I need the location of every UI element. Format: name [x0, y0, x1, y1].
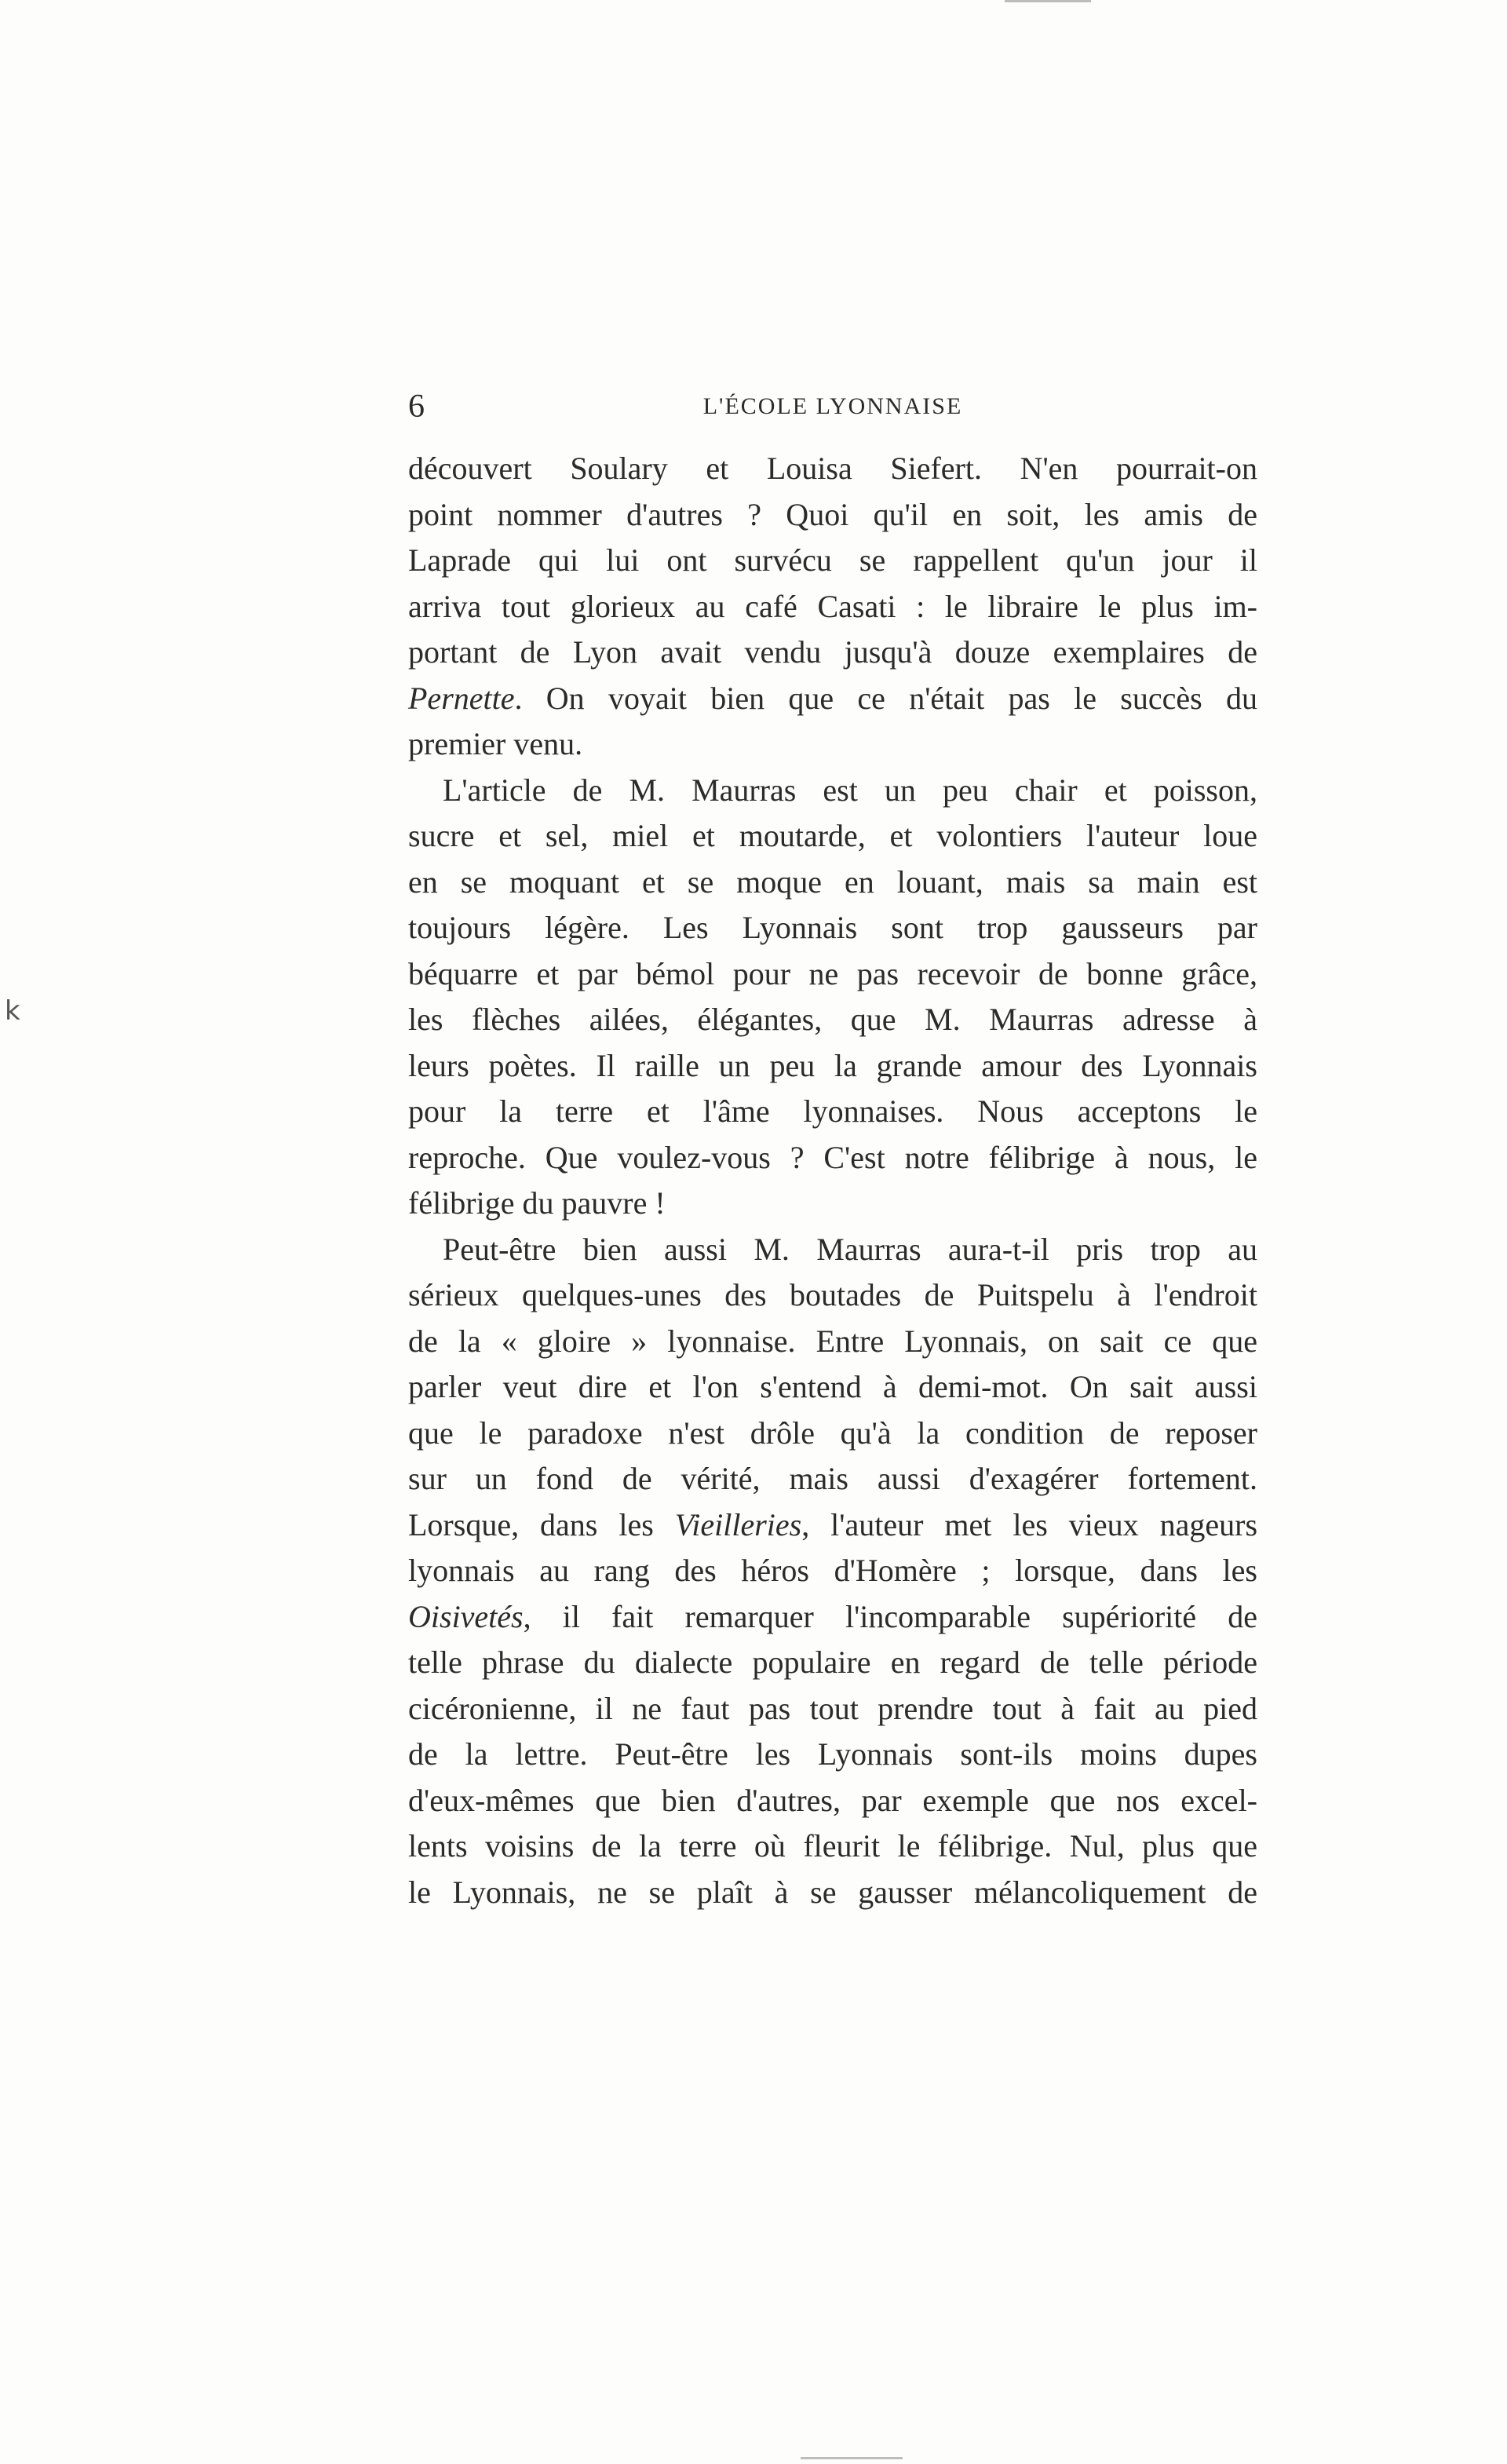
- text-fragment: , il fait remarquer l'incomparable supériorité de: [523, 1598, 1257, 1634]
- text-line: que le paradoxe n'est drôle qu'à la condition de reposer: [408, 1415, 1257, 1451]
- text-fragment: , l'auteur met les vieux nageurs: [801, 1506, 1258, 1542]
- text-line: le Lyonnais, ne se plaît à se gausser mélancoliquement de: [408, 1874, 1257, 1910]
- text-line: sur un fond de vérité, mais aussi d'exagérer fortement.: [408, 1461, 1257, 1496]
- text-line: sucre et sel, miel et moutarde, et volontiers l'auteur loue: [408, 818, 1257, 853]
- page-number: 6: [408, 389, 425, 425]
- text-line: d'eux-mêmes que bien d'autres, par exemple que nos excel-: [408, 1782, 1257, 1818]
- text-line: portant de Lyon avait vendu jusqu'à douze exemplaires de: [408, 634, 1257, 670]
- scan-artifact: [1005, 0, 1091, 2]
- body-text: [408, 446, 1257, 1915]
- text-line: telle phrase du dialecte populaire en regard de telle période: [408, 1644, 1257, 1680]
- text-line: découvert Soulary et Louisa Siefert. N'en pourrait-on: [408, 451, 1257, 486]
- text-fragment: . On voyait bien que ce n'était pas le succès du: [514, 680, 1257, 716]
- text-line: Laprade qui lui ont survécu se rappellent qu'un jour il: [408, 542, 1257, 578]
- text-line: toujours légère. Les Lyonnais sont trop gausseurs par: [408, 910, 1257, 945]
- book-title-italic: Pernette: [408, 680, 515, 716]
- book-title-italic: Oisivetés: [408, 1598, 524, 1634]
- text-line: [408, 1502, 1257, 1549]
- text-line: parler veut dire et l'on s'entend à demi-mot. On sait aussi: [408, 1369, 1257, 1404]
- running-head: [408, 383, 1257, 430]
- text-line: de la « gloire » lyonnaise. Entre Lyonnais, on sait ce que: [408, 1323, 1257, 1359]
- margin-annotation: k: [5, 995, 20, 1027]
- text-line: cicéronienne, il ne faut pas tout prendre tout à fait au pied: [408, 1690, 1257, 1726]
- text-line: les flèches ailées, élégantes, que M. Maurras adresse à: [408, 1002, 1257, 1037]
- text-line: [408, 676, 1257, 722]
- text-line: lyonnais au rang des héros d'Homère ; lorsque, dans les: [408, 1553, 1257, 1588]
- text-line: sérieux quelques-unes des boutades de Puitspelu à l'endroit: [408, 1277, 1257, 1312]
- text-line: pour la terre et l'âme lyonnaises. Nous acceptons le: [408, 1093, 1257, 1129]
- running-title: L'ÉCOLE LYONNAISE: [702, 393, 963, 419]
- text-line: de la lettre. Peut-être les Lyonnais sont-ils moins dupes: [408, 1736, 1257, 1772]
- text-line: arriva tout glorieux au café Casati : le libraire le plus im-: [408, 588, 1257, 624]
- text-line: [408, 1594, 1257, 1641]
- text-line: leurs poètes. Il raille un peu la grande amour des Lyonnais: [408, 1047, 1257, 1083]
- text-line: en se moquant et se moque en louant, mais sa main est: [408, 863, 1257, 900]
- paragraph-start-line: Peut-être bien aussi M. Maurras aura-t-il pris trop au: [443, 1231, 1257, 1267]
- text-line: béquarre et par bémol pour ne pas recevoir de bonne grâce,: [408, 955, 1257, 991]
- text-line: reproche. Que voulez-vous ? C'est notre félibrige à nous, le: [408, 1139, 1257, 1175]
- text-fragment: Lorsque, dans les: [408, 1506, 675, 1542]
- book-title-italic: Vieilleries: [674, 1506, 802, 1542]
- text-line: lents voisins de la terre où fleurit le félibrige. Nul, plus que: [408, 1828, 1257, 1864]
- scan-artifact: [801, 2457, 903, 2459]
- text-line: point nommer d'autres ? Quoi qu'il en soit, les amis de: [408, 496, 1257, 532]
- paragraph-end-line: premier venu.: [408, 726, 583, 761]
- paragraph-start-line: L'article de M. Maurras est un peu chair et poisson,: [443, 772, 1257, 808]
- paragraph-end-line: félibrige du pauvre !: [408, 1185, 666, 1221]
